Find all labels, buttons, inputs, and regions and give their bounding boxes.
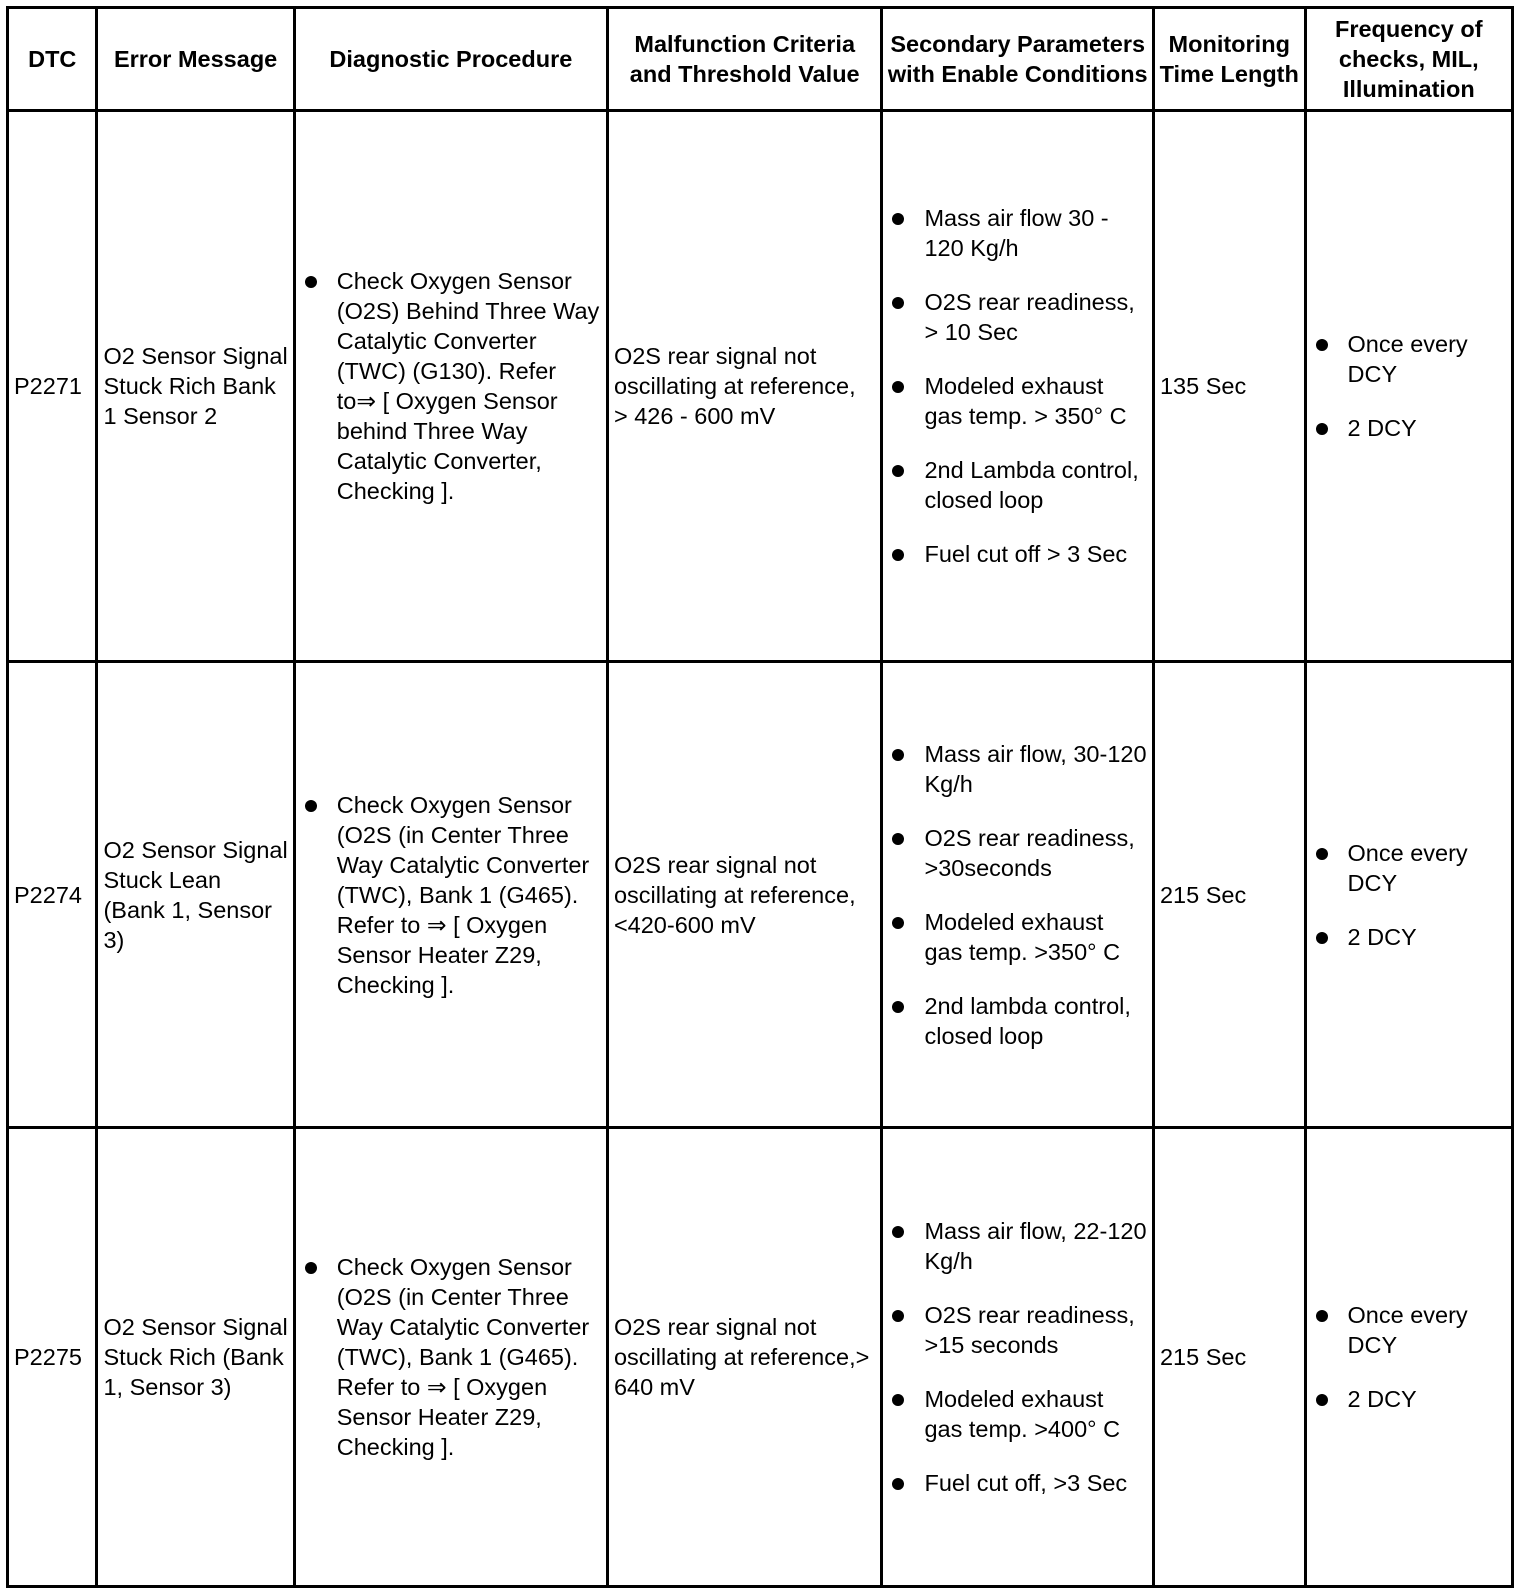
secondary-parameters [882,111,1154,662]
secondary-parameters [882,662,1154,1128]
monitoring-time: 215 Sec [1153,662,1305,1128]
monitoring-time: 135 Sec [1153,111,1305,662]
error-message: O2 Sensor Signal Stuck Lean (Bank 1, Sensor 3) [97,662,294,1128]
header-row [8,8,1513,111]
error-message: O2 Sensor Signal Stuck Rich (Bank 1, Sensor 3) [97,1128,294,1587]
malfunction-criteria: O2S rear signal not oscillating at reference, > 426 - 600 mV [607,111,882,662]
frequency [1305,662,1513,1128]
monitoring-time: 215 Sec [1153,1128,1305,1587]
header-error-message: Error Message [97,8,294,111]
secondary-item: Modeled exhaust gas temp. > 350° C [888,371,1147,431]
diagnostic-procedure [294,1128,607,1587]
malfunction-criteria: O2S rear signal not oscillating at reference,<420-600 mV [607,662,882,1128]
frequency [1305,111,1513,662]
table-row [8,111,1513,662]
frequency-item: Once every DCY [1312,838,1507,898]
secondary-item: O2S rear readiness, >30seconds [888,823,1147,883]
secondary-item: Fuel cut off, >3 Sec [888,1468,1147,1498]
secondary-item: Mass air flow, 30-120 Kg/h [888,739,1147,799]
secondary-item: O2S rear readiness, >15 seconds [888,1300,1147,1360]
dtc-code: P2274 [8,662,97,1128]
dtc-code: P2275 [8,1128,97,1587]
header-malfunction-criteria: Malfunction Criteria and Threshold Value [607,8,882,111]
procedure-item: Check Oxygen Sensor (O2S (in Center Three Way Catalytic Converter (TWC), Bank 1 (G465). Refer to ⇒ [ Oxygen Sensor Heater Z29, Checking ]. [301,790,601,1000]
frequency-item: 2 DCY [1312,922,1507,952]
header-diagnostic-procedure: Diagnostic Procedure [294,8,607,111]
header-dtc: DTC [8,8,97,111]
frequency-item: Once every DCY [1312,1300,1507,1360]
secondary-item: Fuel cut off > 3 Sec [888,539,1147,569]
table-row [8,662,1513,1128]
frequency-item: Once every DCY [1312,329,1507,389]
secondary-item: 2nd Lambda control, closed loop [888,455,1147,515]
secondary-item: Mass air flow, 22-120 Kg/h [888,1216,1147,1276]
malfunction-criteria: O2S rear signal not oscillating at reference,> 640 mV [607,1128,882,1587]
header-monitoring-time: Monitoring Time Length [1153,8,1305,111]
dtc-table [6,6,1514,1588]
frequency [1305,1128,1513,1587]
diagnostic-procedure [294,662,607,1128]
header-secondary-parameters: Secondary Parameters with Enable Conditions [882,8,1154,111]
diagnostic-procedure [294,111,607,662]
secondary-item: Modeled exhaust gas temp. >400° C [888,1384,1147,1444]
error-message: O2 Sensor Signal Stuck Rich Bank 1 Sensor 2 [97,111,294,662]
secondary-item: Modeled exhaust gas temp. >350° C [888,907,1147,967]
header-frequency: Frequency of checks, MIL, Illumination [1305,8,1513,111]
secondary-item: O2S rear readiness, > 10 Sec [888,287,1147,347]
procedure-item: Check Oxygen Sensor (O2S) Behind Three Way Catalytic Converter (TWC) (G130). Refer to⇒ [ Oxygen Sensor behind Three Way Catalytic Converter, Checking ]. [301,266,601,506]
secondary-item: 2nd lambda control, closed loop [888,991,1147,1051]
procedure-item: Check Oxygen Sensor (O2S (in Center Three Way Catalytic Converter (TWC), Bank 1 (G465). Refer to ⇒ [ Oxygen Sensor Heater Z29, Checking ]. [301,1252,601,1462]
table-row [8,1128,1513,1587]
frequency-item: 2 DCY [1312,413,1507,443]
dtc-code: P2271 [8,111,97,662]
secondary-item: Mass air flow 30 - 120 Kg/h [888,203,1147,263]
frequency-item: 2 DCY [1312,1384,1507,1414]
secondary-parameters [882,1128,1154,1587]
